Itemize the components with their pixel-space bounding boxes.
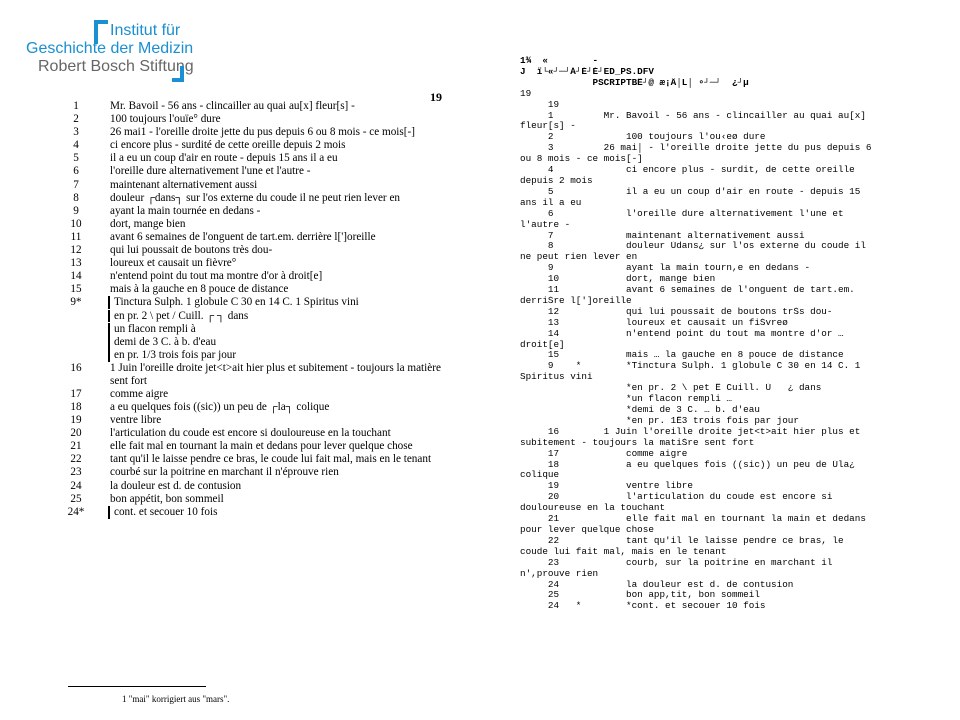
footnote-divider (68, 686, 206, 687)
raw-line: 8 douleur Údans¿ sur l'os externe du coude il (520, 241, 866, 252)
line-text: Mr. Bavoil - 56 ans - clincailler au quai au[x] fleur[s] - (110, 100, 355, 112)
raw-line: fleur[s] - (520, 121, 576, 132)
transcription-row (60, 283, 450, 296)
raw-line: 14 n'entend point du tout ma montre d'or … (520, 328, 844, 339)
logo-line-1: Institut für (110, 22, 181, 39)
transcription-row (60, 218, 450, 231)
line-number: 12 (70, 244, 82, 257)
raw-line: 6 l'oreille dure alternativement l'une et (520, 208, 844, 219)
transcription-row (60, 349, 450, 362)
line-text: tant qu'il le laisse pendre ce bras, le coude lui fait mal, mais en le tenant (110, 453, 432, 466)
raw-line: 9 * *Tinctura Sulph. 1 globule C 30 en 14 C. 1 (520, 361, 861, 372)
line-number: 20 (70, 427, 82, 440)
line-text: courbé sur la poitrine en marchant il n'éprouve rien (110, 466, 339, 479)
transcription-row (60, 126, 450, 139)
line-number: 9 (73, 204, 79, 217)
raw-line: pour lever quelque chose (520, 524, 654, 535)
transcription-row (60, 401, 450, 414)
line-number: 25 (70, 492, 82, 505)
line-number: 2 (73, 113, 79, 126)
raw-line: 1 Mr. Bavoil - 56 ans - clincailler au quai au[x] (520, 110, 866, 121)
line-text: ci encore plus - surdité de cette oreille depuis 2 mois (110, 139, 346, 152)
raw-line: douloureuse en la touchant (520, 503, 666, 514)
transcription-row (60, 440, 450, 453)
transcription-row (60, 388, 450, 401)
raw-line: PSCRIPTBÊ┘@ æ¡Â│L│ ∘┘─┘ ¿┘µ (520, 77, 749, 88)
line-text: la douleur est d. de contusion (110, 479, 242, 492)
raw-line: 3 26 mai│ - l'oreille droite jette du pus depuis 6 (520, 143, 872, 154)
raw-line: 7 maintenant alternativement aussi (520, 230, 805, 241)
line-text: n'entend point du tout ma montre d'or à droit[e] (110, 270, 323, 283)
transcription-row (60, 323, 450, 336)
line-number (60, 349, 92, 362)
transcription-row (60, 192, 450, 205)
raw-line: 11 avant 6 semaines de l'onguent de tart.em. (520, 285, 855, 296)
transcription-row (60, 165, 450, 178)
line-number: 7 (73, 178, 79, 191)
line-number: 3 (73, 126, 79, 139)
raw-line: 21 elle fait mal en tournant la main et dedans (520, 514, 866, 525)
transcription-row (60, 270, 450, 283)
transcription-row (60, 296, 450, 309)
line-number: 18 (70, 400, 82, 413)
raw-line: ne peut rien lever en (520, 252, 638, 263)
transcription-row (60, 257, 450, 270)
line-text: 26 mai1 - l'oreille droite jette du pus depuis 6 ou 8 mois - ce mois[-] (110, 126, 415, 139)
raw-line: n',prouve rien (520, 568, 599, 579)
transcription-row (60, 493, 450, 506)
logo-line-2: Geschichte der Medizin (26, 40, 194, 57)
raw-line: 5 il a eu un coup d'air en route - depuis 15 (520, 186, 861, 197)
transcription-row (60, 362, 450, 388)
line-number: 5 (73, 152, 79, 165)
raw-line: 16 1 Juin l'oreille droite jet<t>ait hier plus et (520, 426, 861, 437)
line-number: 10 (70, 217, 82, 230)
line-number: 24* (67, 505, 85, 518)
line-text: Tinctura Sulph. 1 globule C 30 en 14 C. 1 Spiritus vini (108, 296, 450, 309)
line-number: 22 (70, 453, 82, 466)
transcription-row (60, 427, 450, 440)
line-number (60, 323, 92, 336)
logo-line-3: Robert Bosch Stiftung (38, 58, 194, 75)
raw-line: l'autre - (520, 219, 571, 230)
raw-line: 10 dort, mange bien (520, 274, 716, 285)
line-text: un flacon rempli à (108, 323, 450, 336)
line-number: 17 (70, 387, 82, 400)
line-text: ayant la main tournée en dedans - (110, 204, 261, 217)
raw-line: 17 comme aigre (520, 448, 688, 459)
raw-line: 1¾ « - (520, 56, 599, 66)
raw-line: 13 loureux et causait un fiŠvreø (520, 317, 788, 328)
line-text: 1 Juin l'oreille droite jet<t>ait hier plus et subitement - toujours la matière sent fort (110, 361, 441, 387)
line-number: 8 (73, 191, 79, 204)
line-number: 14 (70, 270, 82, 283)
raw-line: 19 (520, 99, 560, 110)
raw-line: 25 bon app,tit, bon sommeil (520, 590, 760, 601)
transcription-row (60, 506, 450, 519)
line-number: 6 (73, 165, 79, 178)
line-number: 1 (73, 100, 79, 112)
transcription-row (60, 466, 450, 479)
transcription-row (60, 205, 450, 218)
raw-line: colique (520, 470, 560, 481)
raw-line: droit[e] (520, 339, 565, 350)
logo-underbar-icon (172, 66, 184, 82)
transcription-row (60, 113, 450, 126)
transcription-rows (60, 100, 450, 519)
raw-line: Spiritus vini (520, 372, 593, 383)
raw-line: 22 tant qu'il le laisse pendre ce bras, le (520, 535, 844, 546)
line-number: 15 (70, 283, 82, 296)
footnote: 1 "mai" korrigiert aus "mars". (122, 694, 230, 704)
transcription-row (60, 414, 450, 427)
line-text: l'articulation du coude est encore si douloureuse en la touchant (110, 427, 391, 440)
line-number (60, 336, 92, 349)
line-number: 13 (70, 257, 82, 270)
raw-line: *un flacon rempli … (520, 394, 733, 405)
line-text: cont. et secouer 10 fois (108, 506, 450, 519)
line-text: en pr. 2 \ pet / Cuill. ┌ ┐ dans (108, 310, 450, 323)
raw-line: *en pr. 1Ë3 trois fois par jour (520, 415, 799, 426)
line-text: en pr. 1/3 trois fois par jour (108, 349, 450, 362)
transcription-row (60, 231, 450, 244)
raw-line: derriŠre l[']oreille (520, 295, 632, 306)
line-text: comme aigre (110, 387, 169, 400)
line-number: 24 (70, 479, 82, 492)
line-text: elle fait mal en tournant la main et dedans pour lever quelque chose (110, 440, 413, 453)
transcription-row (60, 244, 450, 257)
transcription-row (60, 152, 450, 165)
raw-line: 23 courb, sur la poitrine en marchant il (520, 557, 833, 568)
raw-line: 19 ventre libre (520, 481, 693, 492)
raw-line: 20 l'articulation du coude est encore si (520, 492, 833, 503)
line-text: qui lui poussait de boutons très dou- (110, 244, 273, 257)
line-text: loureux et causait un fièvre° (110, 257, 237, 270)
transcription-row (60, 480, 450, 493)
raw-line: 12 qui lui poussait de boutons trŠs dou- (520, 306, 833, 317)
raw-line: depuis 2 mois (520, 175, 593, 186)
raw-line: 4 ci encore plus - surdit, de cette oreille (520, 165, 855, 176)
line-number: 9* (70, 296, 82, 309)
transcription-row (60, 336, 450, 349)
raw-line: 9 ayant la main tourn,e en dedans - (520, 263, 811, 274)
line-text: maintenant alternativement aussi (110, 178, 258, 191)
line-text: dort, mange bien (110, 217, 186, 230)
line-text: ventre libre (110, 414, 162, 427)
raw-line: coude lui fait mal, mais en le tenant (520, 546, 727, 557)
transcription-row (60, 100, 450, 113)
line-number: 16 (70, 361, 82, 374)
raw-line: J ï└«┘─┘Á┘É┘É┘ED_PS.DFV (520, 66, 654, 77)
raw-line: 18 a eu quelques fois ((sic)) un peu de Úla¿ (520, 459, 855, 470)
line-number: 19 (70, 414, 82, 427)
raw-line: ans il a eu (520, 197, 582, 208)
line-number: 11 (70, 230, 82, 243)
raw-line: 24 la douleur est d. de contusion (520, 579, 794, 590)
page-number: 19 (430, 90, 442, 104)
line-text: l'oreille dure alternativement l'une et l'autre - (110, 165, 311, 178)
line-number: 4 (73, 139, 79, 152)
line-text: douleur ┌dans┐ sur l'os externe du coude il ne peut rien lever en (110, 191, 401, 204)
line-text: a eu quelques fois ((sic)) un peu de ┌la┐ colique (110, 400, 330, 413)
raw-text-dump (520, 56, 900, 612)
line-number: 23 (70, 466, 82, 479)
line-text: 100 toujours l'ouïe° dure (110, 113, 221, 126)
transcription-row (60, 453, 450, 466)
line-number (60, 310, 92, 323)
raw-line: 24 * *cont. et secouer 10 fois (520, 601, 766, 612)
transcription-row (60, 310, 450, 323)
line-text: avant 6 semaines de l'onguent de tart.em. derrière l[']oreille (110, 230, 376, 243)
raw-line: ou 8 mois - ce mois[-] (520, 154, 643, 165)
line-text: il a eu un coup d'air en route - depuis 15 ans il a eu (110, 152, 338, 165)
raw-line: subitement - toujours la matiŠre sent fort (520, 437, 755, 448)
raw-line: 19 (520, 88, 532, 99)
line-text: mais à la gauche en 8 pouce de distance (110, 283, 289, 296)
line-text: bon appétit, bon sommeil (110, 492, 224, 505)
line-text: demi de 3 C. à b. d'eau (108, 336, 450, 349)
raw-line: 15 mais … la gauche en 8 pouce de distance (520, 350, 844, 361)
line-number: 21 (70, 440, 82, 453)
raw-line: 2 100 toujours l'ou‹eø dure (520, 132, 766, 143)
raw-line: *en pr. 2 \ pet Ê Cuill. Ú ¿ dans (520, 383, 822, 394)
raw-line: *demi de 3 C. … b. d'eau (520, 405, 760, 415)
transcription-row (60, 139, 450, 152)
transcription-row (60, 179, 450, 192)
